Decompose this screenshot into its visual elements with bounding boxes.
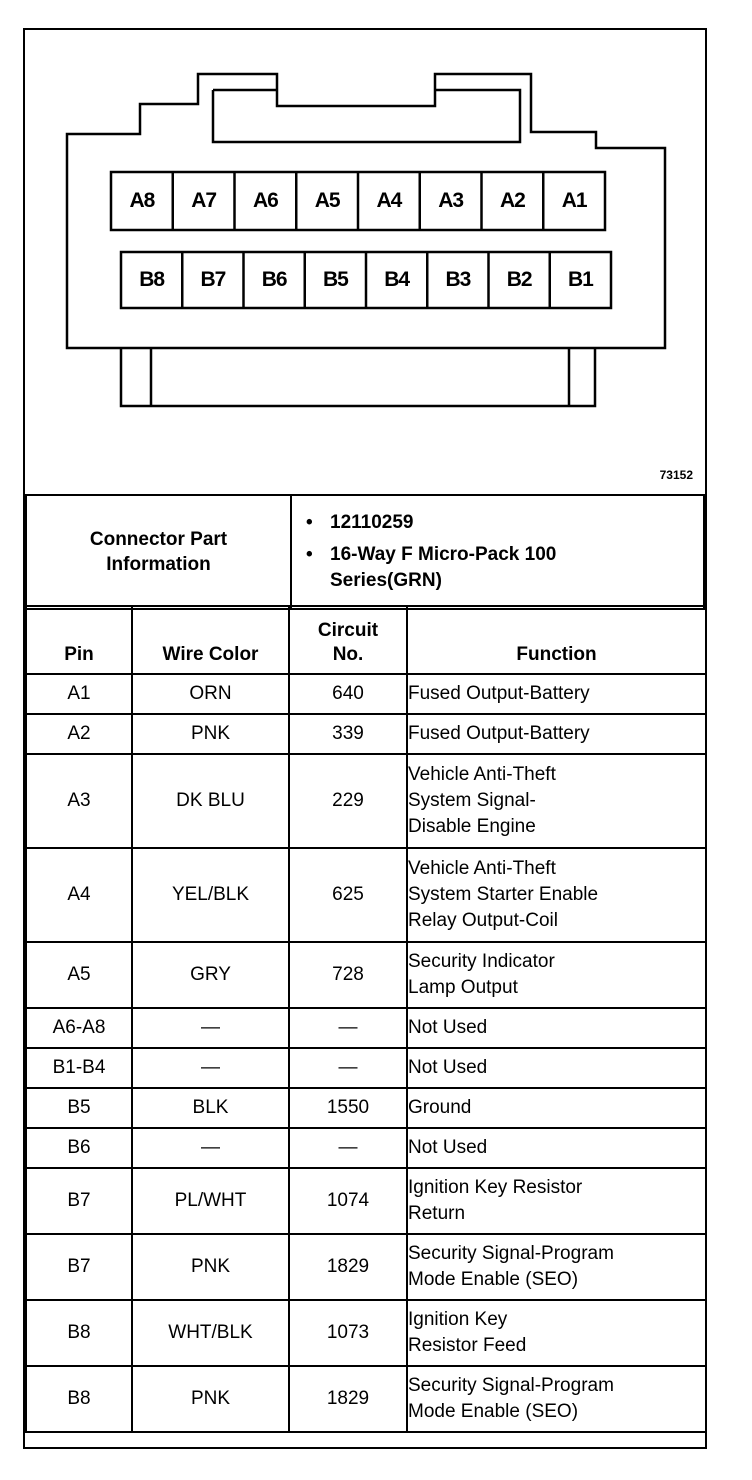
function-cell (407, 714, 706, 754)
function-line: Not Used (408, 1137, 488, 1158)
wire-color-cell: YEL/BLK (132, 848, 289, 942)
table-row (26, 714, 706, 754)
header-circuit: Circuit No. (289, 606, 407, 674)
function-line: Resistor Feed (408, 1335, 527, 1356)
figure-id: 73152 (659, 468, 693, 482)
function-line: Security Indicator (408, 951, 555, 972)
connector-description: • 16-Way F Micro-Pack 100 Series(GRN) (330, 542, 702, 594)
table-row (26, 674, 706, 714)
function-cell (407, 1234, 706, 1300)
function-cell (407, 1088, 706, 1128)
pin-cell-value: B1-B4 (26, 1048, 132, 1088)
pin-cavity-a7: A7 (191, 189, 217, 212)
header-function: Function (407, 606, 706, 674)
pin-cell-value: A2 (26, 714, 132, 754)
function-line: Ignition Key (408, 1309, 508, 1330)
wire-color-cell: PNK (132, 714, 289, 754)
function-line: Security Signal-Program (408, 1375, 614, 1396)
pin-cavity-b3: B3 (445, 268, 471, 291)
function-line: System Signal- (408, 790, 536, 811)
part-number: • 12110259 (330, 510, 702, 536)
function-line: Security Signal-Program (408, 1243, 614, 1264)
pin-cell-value: A4 (26, 848, 132, 942)
table-row (26, 1008, 706, 1048)
header-pin: Pin (26, 606, 132, 674)
pin-cell-value: B7 (26, 1234, 132, 1300)
circuit-cell: — (289, 1008, 407, 1048)
table-row (26, 1088, 706, 1128)
circuit-cell: — (289, 1128, 407, 1168)
function-cell (407, 1008, 706, 1048)
circuit-cell: 1829 (289, 1366, 407, 1432)
pin-cell-value: A6-A8 (26, 1008, 132, 1048)
circuit-cell: 339 (289, 714, 407, 754)
circuit-cell: 1074 (289, 1168, 407, 1234)
wire-color-cell: — (132, 1008, 289, 1048)
pin-cavity-a3: A3 (438, 189, 464, 212)
function-cell (407, 848, 706, 942)
pin-cavity-b8: B8 (139, 268, 165, 291)
pin-cell-value: B8 (26, 1366, 132, 1432)
function-line: Mode Enable (SEO) (408, 1401, 579, 1422)
pin-table (25, 605, 707, 1433)
circuit-cell: 1550 (289, 1088, 407, 1128)
circuit-cell: 728 (289, 942, 407, 1008)
wire-color-cell: PNK (132, 1366, 289, 1432)
function-cell (407, 1366, 706, 1432)
function-line: Ground (408, 1097, 472, 1118)
pin-cavity-b7: B7 (200, 268, 226, 291)
function-line: Not Used (408, 1017, 488, 1038)
header-wire-color: Wire Color (132, 606, 289, 674)
circuit-cell: 1829 (289, 1234, 407, 1300)
connector-diagram (25, 30, 705, 494)
function-line: Mode Enable (SEO) (408, 1269, 579, 1290)
function-cell (407, 1300, 706, 1366)
function-cell (407, 1168, 706, 1234)
function-line: Lamp Output (408, 977, 518, 998)
table-row (26, 1234, 706, 1300)
document-frame (23, 28, 707, 1449)
circuit-cell: 625 (289, 848, 407, 942)
connector-info-table (25, 494, 705, 610)
wire-color-cell: DK BLU (132, 754, 289, 848)
pin-cavity-a2: A2 (499, 189, 525, 212)
function-line: Disable Engine (408, 816, 536, 837)
function-line: Vehicle Anti-Theft (408, 764, 556, 785)
table-row (26, 1128, 706, 1168)
pin-cavity-a6: A6 (252, 189, 278, 212)
wire-color-cell: — (132, 1128, 289, 1168)
pin-cavity-b2: B2 (506, 268, 532, 291)
pin-cavity-b4: B4 (384, 268, 410, 291)
wire-color-cell: PNK (132, 1234, 289, 1300)
circuit-cell: 1073 (289, 1300, 407, 1366)
function-line: Not Used (408, 1057, 488, 1078)
connector-info-label: Connector Part Information (26, 495, 291, 609)
pin-cavity-b5: B5 (322, 268, 348, 291)
pin-cell-value: B8 (26, 1300, 132, 1366)
pin-cavity-a5: A5 (314, 189, 340, 212)
wire-color-cell: WHT/BLK (132, 1300, 289, 1366)
pin-cavity-a1: A1 (561, 189, 587, 212)
pin-cell-value: A5 (26, 942, 132, 1008)
wire-color-cell: — (132, 1048, 289, 1088)
table-row (26, 942, 706, 1008)
function-cell (407, 1048, 706, 1088)
function-line: Relay Output-Coil (408, 910, 558, 931)
pin-cell-value: B7 (26, 1168, 132, 1234)
circuit-cell: 229 (289, 754, 407, 848)
wire-color-cell: GRY (132, 942, 289, 1008)
pin-cavity-b6: B6 (261, 268, 287, 291)
function-cell (407, 1128, 706, 1168)
pin-cell-value: A1 (26, 674, 132, 714)
table-row (26, 1168, 706, 1234)
table-row (26, 754, 706, 848)
connector-info-details (291, 495, 704, 609)
function-line: Ignition Key Resistor (408, 1177, 583, 1198)
pin-cavity-a4: A4 (376, 189, 402, 212)
function-cell (407, 754, 706, 848)
wire-color-cell: ORN (132, 674, 289, 714)
pin-cell-value: B5 (26, 1088, 132, 1128)
pin-cell-value: B6 (26, 1128, 132, 1168)
wire-color-cell: BLK (132, 1088, 289, 1128)
wire-color-cell: PL/WHT (132, 1168, 289, 1234)
table-row (26, 1048, 706, 1088)
table-row (26, 1300, 706, 1366)
circuit-cell: — (289, 1048, 407, 1088)
function-line: Vehicle Anti-Theft (408, 858, 556, 879)
table-row (26, 1366, 706, 1432)
function-line: System Starter Enable (408, 884, 599, 905)
function-line: Return (408, 1203, 466, 1224)
function-cell (407, 942, 706, 1008)
pin-cavity-b1: B1 (567, 268, 593, 291)
pin-cavity-a8: A8 (129, 189, 155, 212)
table-row (26, 848, 706, 942)
function-cell (407, 674, 706, 714)
circuit-cell: 640 (289, 674, 407, 714)
function-line: Fused Output-Battery (408, 723, 590, 744)
function-line: Fused Output-Battery (408, 683, 590, 704)
pin-cell-value: A3 (26, 754, 132, 848)
